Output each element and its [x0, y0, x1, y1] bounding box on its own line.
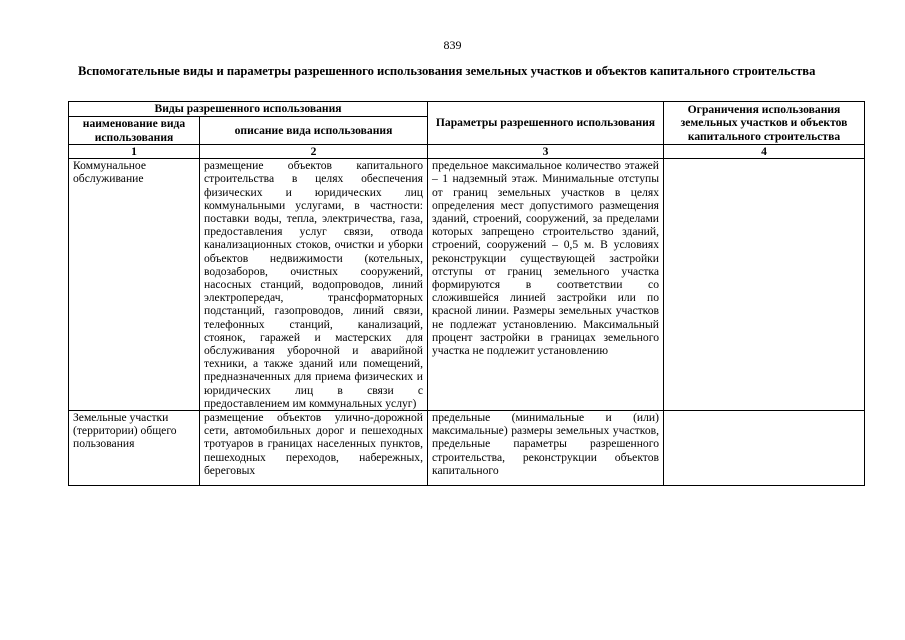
header-restrictions: Ограничения использования земельных участков и объектов капитального строительства	[664, 102, 865, 145]
row-name-cell	[69, 411, 200, 486]
row-description-cell: размещение объектов капитального строительства в целях обеспечения физических и юридических лиц коммунальными услугами, в частности: поставки воды, тепла, электричества, газа, предоставления услуг связи, отвода канализационных стоков, очистки и уборки объектов недвижимости (котельных, водозаборов, очистных сооружений, насосных станций, водопроводов, линий электропередач, трансформаторных подстанций, газопроводов, линий связи, телефонных станций, канализаций, стоянок, гаражей и мастерских для обслуживания уборочной и аварийной техники, а также зданий или помещений, предназначенных для приема физических и юридических лиц в связи с предоставлением им коммунальных услуг)	[200, 159, 428, 411]
table-row	[69, 411, 865, 486]
row-params-cell: предельное максимальное количество этажей – 1 надземный этаж. Минимальные отступы от границ земельных участков в целях определения мест допустимого размещения зданий, строений, сооружений, за пределами которых запрещено строительство зданий, строений, сооружений – 0,5 м. В условиях реконструкции существующей застройки отступы от границ земельного участка формируются в соответствии со сложившейся линией застройки или по красной линии. Размеры земельных участков не подлежат установлению. Максимальный процент застройки в границах земельного участка не подлежит установлению	[428, 159, 664, 411]
document-title: Вспомогательные виды и параметры разрешенного использования земельных участков и объектов капитального строительства	[78, 64, 816, 78]
header-description: описание вида использования	[200, 117, 428, 145]
column-number: 2	[200, 145, 428, 159]
header-params: Параметры разрешенного использования	[428, 102, 664, 145]
row-description-cell	[200, 411, 428, 486]
row-description-text: размещение объектов улично-дорожной сети, автомобильных дорог и пешеходных тротуаров в границах населенных пунктов, пешеходных переходов, набережных, береговых	[204, 411, 423, 477]
row-name-text: Земельные участки (территории) общего пользования	[73, 411, 177, 451]
row-params-text: предельные (минимальные и (или) максимальные) размеры земельных участков, предельные параметры разрешенного строительства, реконструкции объектов капитального	[432, 411, 659, 477]
land-use-table	[68, 101, 865, 486]
header-group-land-use-types: Виды разрешенного использования	[69, 102, 428, 117]
row-restrictions-text	[668, 411, 860, 485]
table-row	[69, 159, 865, 411]
header-name: наименование вида использования	[69, 117, 200, 145]
page-number: 839	[443, 38, 462, 52]
row-restrictions-cell	[664, 411, 865, 486]
column-number: 1	[69, 145, 200, 159]
row-restrictions-cell	[664, 159, 865, 411]
column-number: 4	[664, 145, 865, 159]
row-params-cell	[428, 411, 664, 486]
column-number: 3	[428, 145, 664, 159]
row-name-cell: Коммунальное обслуживание	[69, 159, 200, 411]
